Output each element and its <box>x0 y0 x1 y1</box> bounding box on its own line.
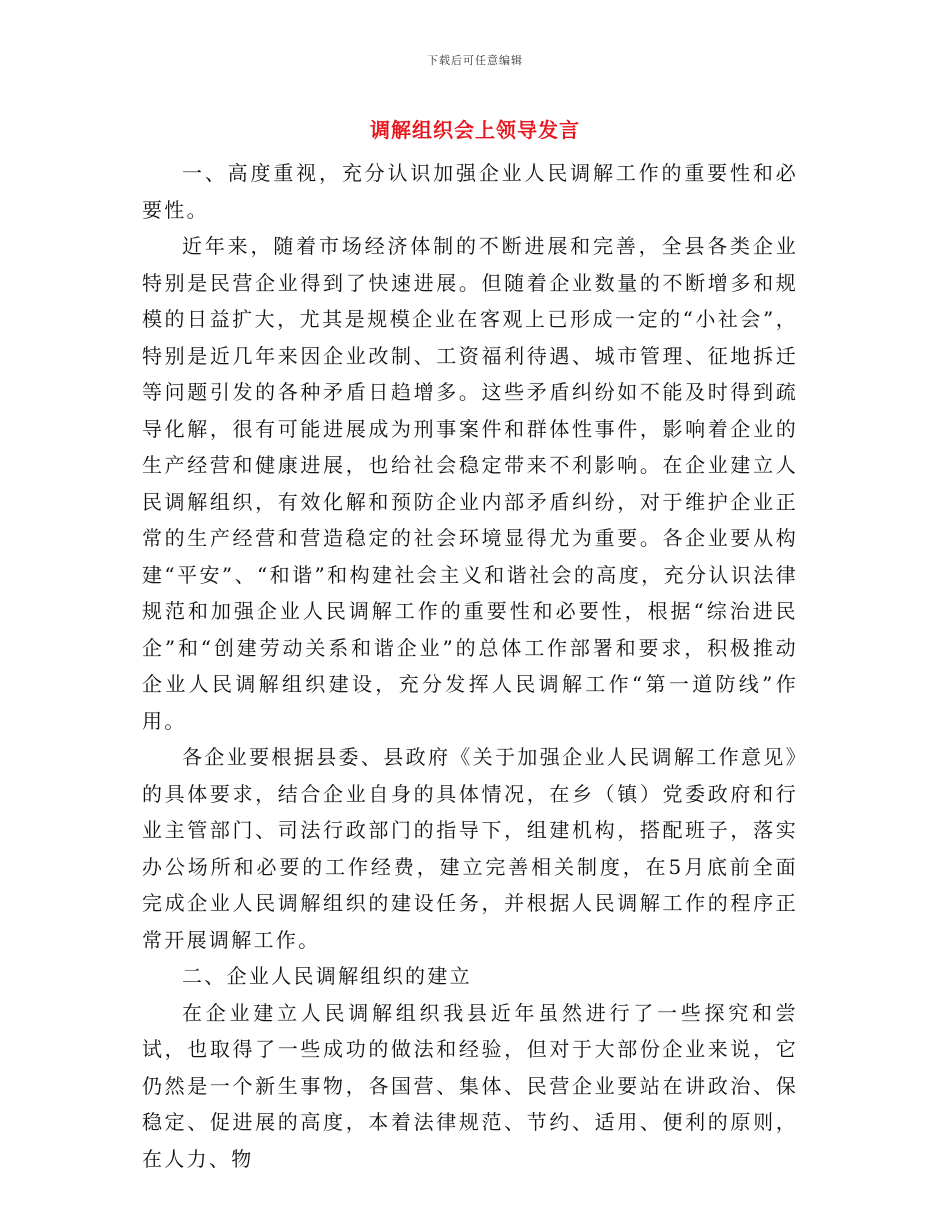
page-header-note: 下载后可任意编辑 <box>427 54 523 67</box>
document-title: 调解组织会上领导发言 <box>370 118 580 142</box>
document-body <box>142 155 798 1177</box>
paragraph-background: 近年来，随着市场经济体制的不断进展和完善，全县各类企业特别是民营企业得到了快速进展。但随着企业数量的不断增多和规模的日益扩大，尤其是规模企业在客观上已形成一定的“小社会”，特别是近几年来因企业改制、工资福利待遇、城市管理、征地拆迁等问题引发的各种矛盾日趋增多。这些矛盾纠纷如不能及时得到疏导化解，很有可能进展成为刑事案件和群体性事件，影响着企业的生产经营和健康进展，也给社会稳定带来不利影响。在企业建立人民调解组织，有效化解和预防企业内部矛盾纠纷，对于维护企业正常的生产经营和营造稳定的社会环境显得尤为重要。各企业要从构建“平安”、“和谐”和构建社会主义和谐社会的高度，充分认识法律规范和加强企业人民调解工作的重要性和必要性，根据“综治进民企”和“创建劳动关系和谐企业”的总体工作部署和要求，积极推动企业人民调解组织建设，充分发挥人民调解工作“第一道防线”作用。 <box>142 234 798 733</box>
paragraph-establishment: 在企业建立人民调解组织我县近年虽然进行了一些探究和尝试，也取得了一些成功的做法和经验，但对于大部份企业来说，它仍然是一个新生事物，各国营、集体、民营企业要站在讲政治、保稳定、促进展的高度，本着法律规范、节约、适用、便利的原则，在人力、物 <box>142 1000 798 1171</box>
paragraph-section-2-heading: 二、企业人民调解组织的建立 <box>182 964 472 988</box>
paragraph-requirements: 各企业要根据县委、县政府《关于加强企业人民调解工作意见》的具体要求，结合企业自身的具体情况，在乡（镇）党委政府和行业主管部门、司法行政部门的指导下，组建机构，搭配班子，落实办公场所和必要的工作经费，建立完善相关制度，在5月底前全面完成企业人民调解组织的建设任务，并根据人民调解工作的程序正常开展调解工作。 <box>142 745 798 952</box>
paragraph-section-1-heading: 一、高度重视，充分认识加强企业人民调解工作的重要性和必要性。 <box>142 161 798 222</box>
